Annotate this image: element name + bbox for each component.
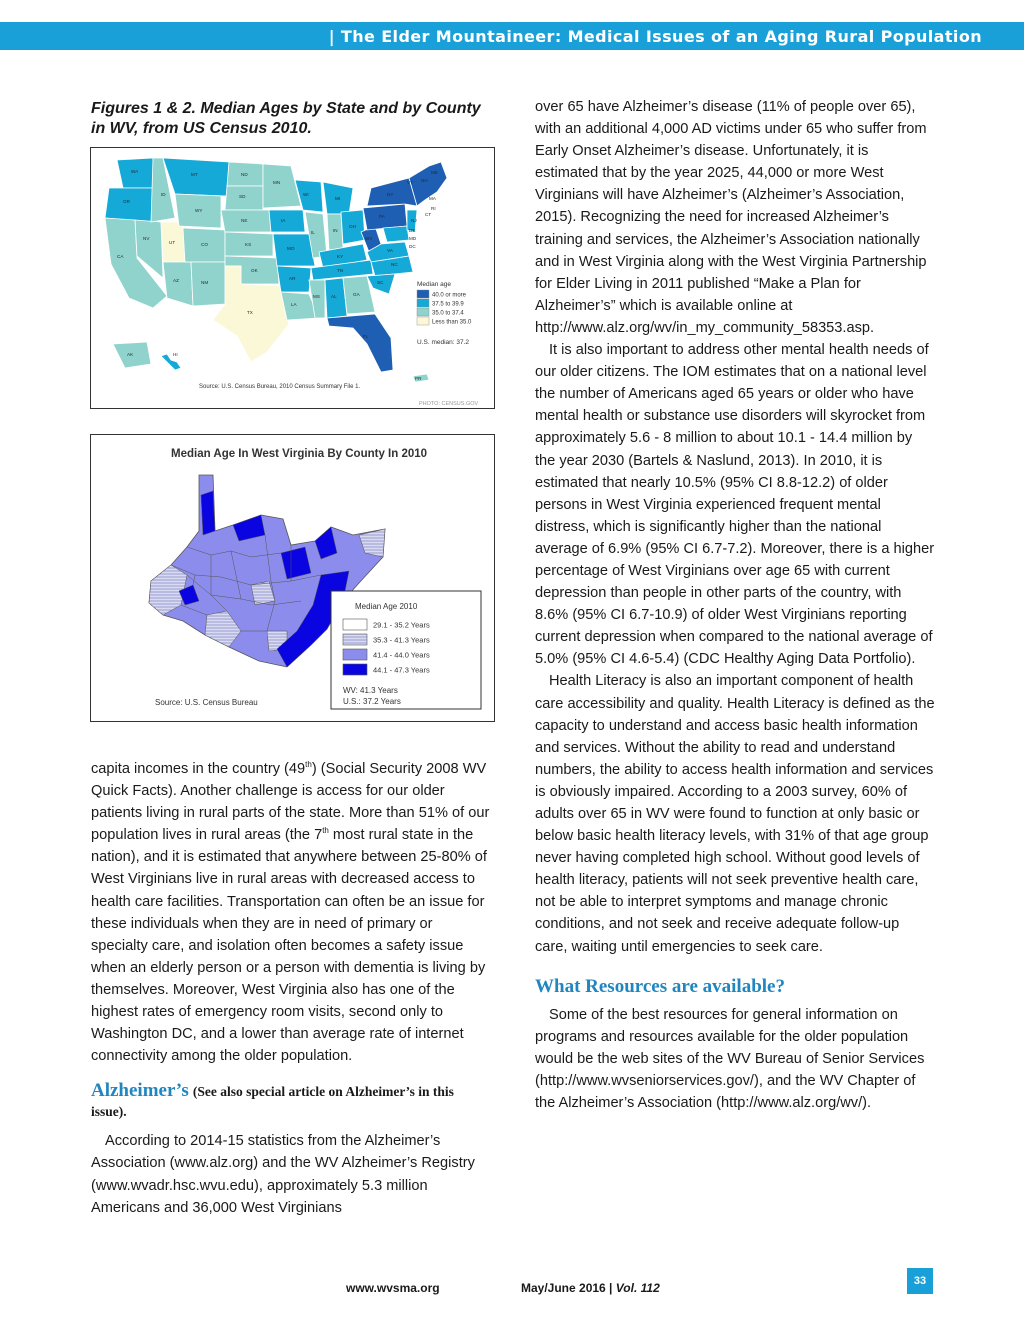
state-label-al: AL xyxy=(331,294,337,299)
left-paragraph-rural-access: capita incomes in the country (49th) (Social Security 2008 WV Quick Facts). Another challenge is access for our older patients living in rural parts of the state. More than 51% of our population lives in rural areas (the 7th most rural state in the nation), and it is estimated that anywhere between 25-80% of West Virginians live in rural areas with decreased access to health care facilities. Transportation can often be an issue for these individuals when they are in need of primary or specialty care, and isolation often becomes a safety issue when an elderly person or a person with dementia is living by themselves. Moreover, West Virginia also has one of the highest rates of emergency room visits, second only to Washington DC, and a lower than average rate of internet connectivity among the older population. xyxy=(91,760,490,1065)
state-label-ut: UT xyxy=(169,240,176,245)
state-label-nh: NH xyxy=(421,178,428,183)
state-label-va: VA xyxy=(387,248,393,253)
state-label-wi: WI xyxy=(303,192,309,197)
us-legend-label: 37.5 to 39.9 xyxy=(432,301,464,308)
us-states-shapes xyxy=(105,158,447,382)
state-label-ak: AK xyxy=(127,352,134,357)
state-label-sc: SC xyxy=(377,280,384,285)
figure-us-median-age-map xyxy=(90,147,495,409)
wv-legend-swatch xyxy=(343,649,367,660)
right-column xyxy=(535,96,935,1114)
us-legend-swatch xyxy=(417,290,429,298)
us-map-watermark: PHOTO: CENSUS.GOV xyxy=(419,401,479,407)
state-label-co: CO xyxy=(201,242,208,247)
state-label-or: OR xyxy=(123,199,130,204)
us-legend-label: 35.0 to 37.4 xyxy=(432,310,464,317)
us-legend-swatch xyxy=(417,299,429,307)
state-shape-md xyxy=(383,226,409,242)
wv-legend-label: 29.1 - 35.2 Years xyxy=(373,620,430,630)
state-label-mn: MN xyxy=(273,180,281,185)
state-shape-mt xyxy=(163,158,229,196)
state-label-sd: SD xyxy=(239,194,246,199)
us-median-label: U.S. median: 37.2 xyxy=(417,339,470,346)
state-shape-ne-states xyxy=(409,162,447,206)
alzheimers-heading-note: (See also special article on Alzheimer’s in this issue). xyxy=(91,1084,454,1120)
state-label-dc: DC xyxy=(409,244,416,249)
state-label-ia: IA xyxy=(281,218,286,223)
wv-legend-swatch xyxy=(343,664,367,675)
us-map-source: Source: U.S. Census Bureau, 2010 Census Summary File 1. xyxy=(199,384,361,390)
alzheimers-section-heading xyxy=(91,1081,491,1122)
state-label-nj: NJ xyxy=(411,218,417,223)
state-label-ks: KS xyxy=(245,242,252,247)
state-label-ok: OK xyxy=(251,268,258,273)
state-label-id: ID xyxy=(161,192,166,197)
state-label-ma: MA xyxy=(429,196,436,201)
left-paragraph-alzheimers-stats: According to 2014-15 statistics from the Alzheimer’s Association (www.alz.org) and the WV Alzheimer’s Registry (www.wvadr.hsc.wvu.edu), approximately 5.3 million Americans and 36,000 West Virginians xyxy=(91,1133,475,1216)
wv-map-svg xyxy=(91,435,493,720)
state-label-mt: MT xyxy=(191,172,198,177)
us-legend xyxy=(417,290,472,326)
state-label-ny: NY xyxy=(387,192,394,197)
state-label-ca: CA xyxy=(117,254,124,259)
state-label-de: DE xyxy=(409,228,416,233)
state-shape-pa xyxy=(363,204,407,230)
state-label-az: AZ xyxy=(173,278,179,283)
state-label-ms: MS xyxy=(313,294,320,299)
footer-website: www.wvsma.org xyxy=(346,1281,440,1295)
right-paragraph-health-literacy: Health Literacy is also an important component of health care accessibility and quality. Health Literacy is defined as the capacity to understand and access basic health information and services. Without the ability to read and understand numbers, the ability to access health information and services is obviously impaired. According to a 2003 survey, 60% of adults over 65 in WV were found to function at only basic or below basic health literacy levels, with 31% of that age group never having completed high school. Without good levels of health literacy, patients will not seek preventive health care, not be able to interpret symptoms and manage chronic conditions, and not seek and receive adequate follow-up care, waiting until emergencies to seek care. xyxy=(535,673,935,955)
wv-legend-label: 35.3 - 41.3 Years xyxy=(373,635,430,645)
us-legend-swatch xyxy=(417,308,429,316)
state-label-fl: FL xyxy=(363,334,369,339)
left-column xyxy=(91,758,491,1219)
figure-caption: Figures 1 & 2. Median Ages by State and by County in WV, from US Census 2010. xyxy=(91,100,481,137)
wv-legend-label: 44.1 - 47.3 Years xyxy=(373,665,430,675)
state-label-hi: HI xyxy=(173,352,178,357)
state-label-oh: OH xyxy=(349,224,356,229)
us-legend-title: Median age xyxy=(417,281,451,288)
state-label-ct: CT xyxy=(425,212,432,217)
right-paragraph-alzheimers: over 65 have Alzheimer’s disease (11% of people over 65), with an additional 4,000 AD victims under 65 who suffer from Early Onset Alzheimer’s disease. Unfortunately, it is estimated that by the year 2025, 44,000 or more West Virginians will have Alzheimer’s (Alzheimer’s Association, 2015). Recognizing the need for increased Alzheimer’s training and services, the Alzheimer’s Association nationally and in West Virginia along with the West Virginia Partnership for Elder Living in 2011 published “Make a Plan for Alzheimer’s” which is available online at http://www.alz.org/wv/in_my_community_58353.asp. xyxy=(535,99,927,336)
right-paragraph-mental-health: It is also important to address other mental health needs of our older citizens. The IOM estimates that on a national level the number of Americans aged 65 years or older who have mental health or substance use disorders will skyrocket from approximately 5.6 - 8 million to about 10.1 - 14.4 million by the year 2030 (Bartels & Naslund, 2013). In 2010, it is estimated that nearly 10.5% (95% CI 8.8-12.2) of older persons in West Virginia experienced frequent mental distress, which is significantly higher than the national average of 6.9% (95% CI 6.7-7.2). Moreover, there is a higher percentage of West Virginians over age 65 with current depression than people in other parts of the country, with 8.6% (95% CI 6.7-10.9) of older West Virginians reporting current depression when compared to the national average of 5.0% (95% CI 4.6-5.4) (CDC Healthy Aging Data Portfolio). xyxy=(535,342,935,668)
state-label-vt: VT xyxy=(407,180,413,185)
state-label-nc: NC xyxy=(391,262,398,267)
wv-legend-title: Median Age 2010 xyxy=(355,602,418,611)
state-label-md: MD xyxy=(409,236,417,241)
running-header-title: | The Elder Mountaineer: Medical Issues of an Aging Rural Population xyxy=(328,27,982,46)
us-map-svg xyxy=(91,148,493,407)
state-label-pa: PA xyxy=(379,214,385,219)
wv-county-dark-1 xyxy=(201,491,215,535)
page-number-badge: 33 xyxy=(907,1268,933,1294)
wv-legend-label: 41.4 - 44.0 Years xyxy=(373,650,430,660)
wv-median-label: WV: 41.3 Years xyxy=(343,686,398,695)
state-label-nm: NM xyxy=(201,280,209,285)
state-label-ky: KY xyxy=(337,254,344,259)
state-label-me: ME xyxy=(431,170,438,175)
state-label-la: LA xyxy=(291,302,297,307)
state-shape-ia xyxy=(269,210,305,232)
state-label-ri: RI xyxy=(431,206,436,211)
us-median-label-wv: U.S.: 37.2 Years xyxy=(343,697,401,706)
state-shape-fl xyxy=(327,314,393,372)
state-label-nd: ND xyxy=(241,172,248,177)
state-shape-or xyxy=(105,188,155,222)
state-label-pr: PR xyxy=(415,376,422,381)
state-label-nv: NV xyxy=(143,236,150,241)
us-legend-label: 40.0 or more xyxy=(432,292,467,299)
state-label-mi: MI xyxy=(335,196,341,201)
header-bar xyxy=(0,22,1024,50)
us-legend-swatch xyxy=(417,317,429,325)
state-shape-az xyxy=(163,262,193,306)
right-paragraph-resources: Some of the best resources for general information on programs and resources available for the older population would be the web sites of the WV Bureau of Senior Services (http://www.wvseniorservices.gov/), and the WV Chapter of the Alzheimer’s Association (http://www.alz.org/wv/). xyxy=(535,1006,925,1112)
state-shape-wi xyxy=(295,180,323,212)
state-label-il: IL xyxy=(311,230,315,235)
resources-heading: What Resources are available? xyxy=(535,975,785,997)
state-label-mo: MO xyxy=(287,246,295,251)
state-label-wy: WY xyxy=(195,208,203,213)
figure-wv-median-age-map xyxy=(90,434,495,722)
state-label-ne: NE xyxy=(241,218,248,223)
state-label-ar: AR xyxy=(289,276,296,281)
state-label-ga: GA xyxy=(353,292,360,297)
wv-map-title: Median Age In West Virginia By County In 2010 xyxy=(171,448,428,460)
wv-legend-swatch xyxy=(343,634,367,645)
alzheimers-heading: Alzheimer’s xyxy=(91,1080,189,1102)
footer-issue: May/June 2016 | Vol. 112 xyxy=(521,1281,660,1295)
us-legend-label: Less than 35.0 xyxy=(432,319,472,326)
wv-legend-swatch xyxy=(343,619,367,630)
state-shape-mn xyxy=(263,164,301,208)
state-shape-hi xyxy=(161,354,181,370)
state-label-tn: TN xyxy=(337,268,344,273)
state-label-wv: WV xyxy=(365,236,373,241)
state-label-in: IN xyxy=(333,228,338,233)
wv-map-source: Source: U.S. Census Bureau xyxy=(155,698,258,707)
state-label-tx: TX xyxy=(247,310,253,315)
state-label-wa: WA xyxy=(131,169,139,174)
